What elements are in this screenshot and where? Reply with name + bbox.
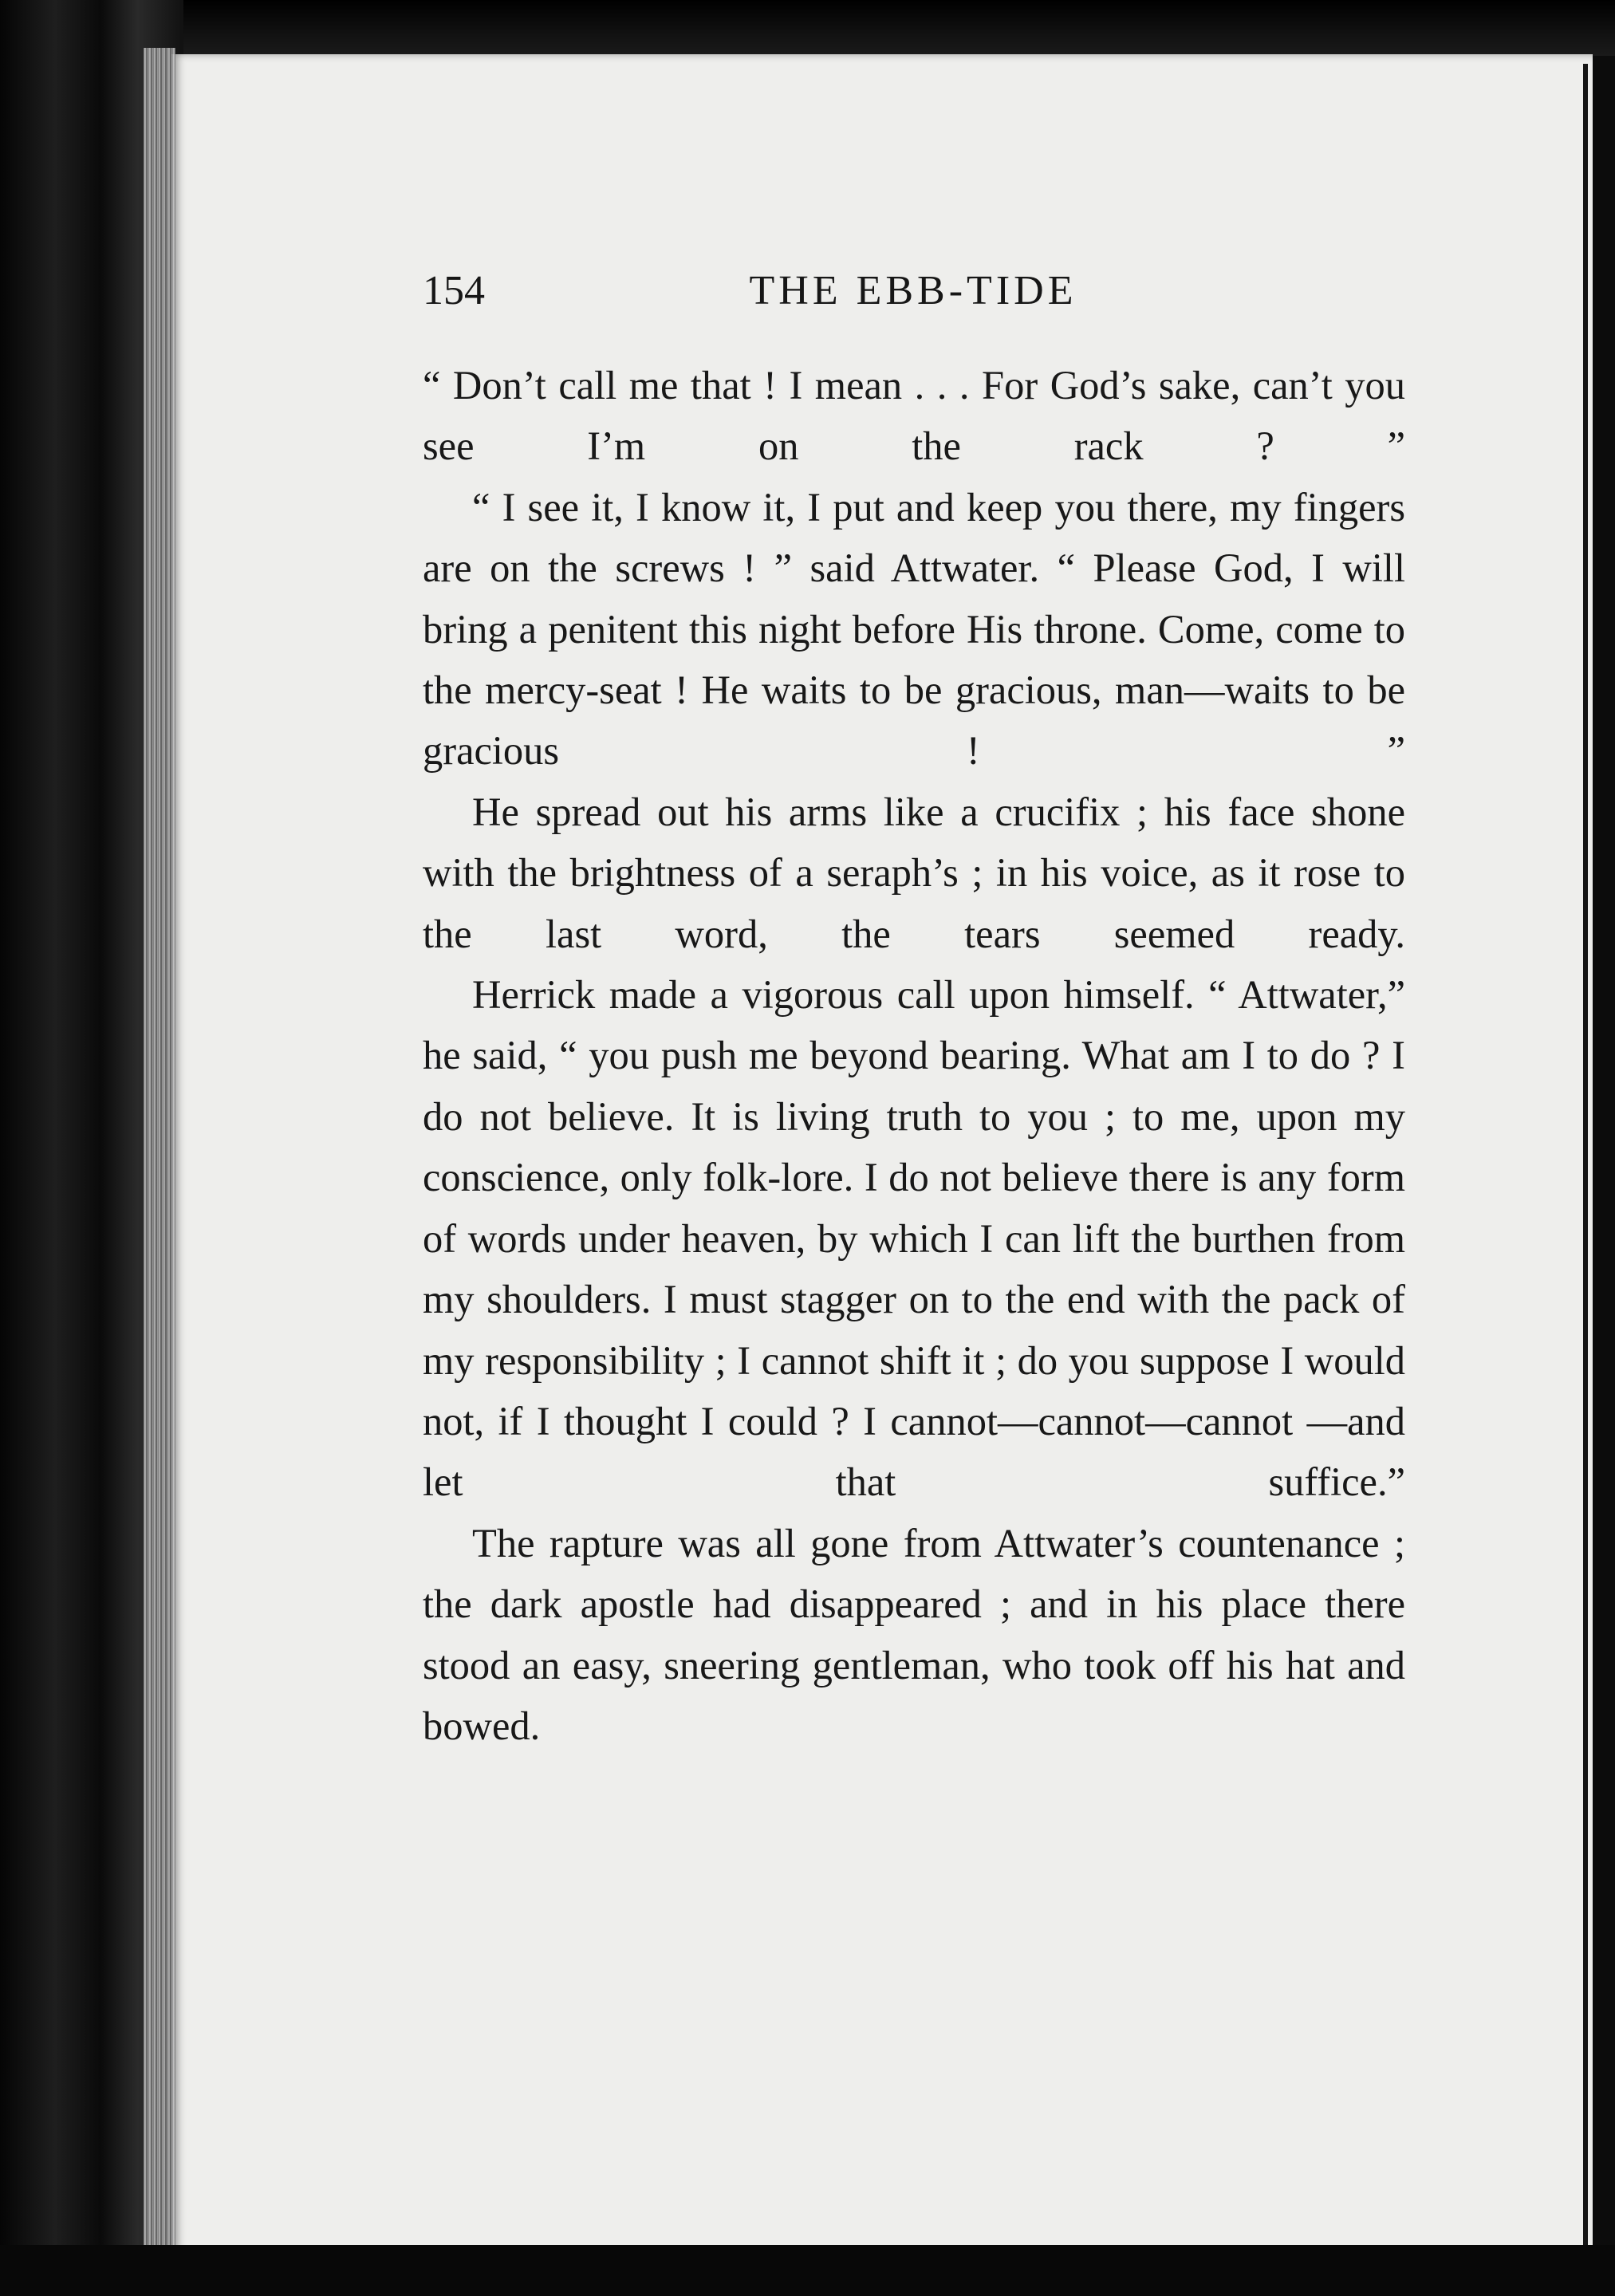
running-title: THE EBB-TIDE [749,268,1077,313]
body-text [423,355,1405,1756]
page-stack-edge [144,48,175,2273]
paragraph-4: Herrick made a vigorous call upon himself. “ Attwater,” he said, “ you push me beyond bearing. What am I to do ? I do not believe. It is living truth to you ; to me, upon my conscience, only folk-lore. I do not believe there is any form of words under heaven, by which I can lift the burthen from my shoulders. I must stagger on to the end with the pack of my responsibility ; I cannot shift it ; do you suppose I would not, if I thought I could ? I cannot—cannot—cannot —and let that suffice.” [423,972,1405,1505]
paragraph-2: “ I see it, I know it, I put and keep you there, my fingers are on the screws ! ” said Attwater. “ Please God, I will bring a penitent this night before His throne. Come, come to the mercy-seat ! He waits to be gracious, man—waits to be gracious ! ” [423,484,1405,774]
paragraph-1: “ Don’t call me that ! I mean . . . For God’s sake, can’t you see I’m on the rack ? ” [423,363,1405,469]
running-header [423,267,1404,331]
scan-bottom-border [0,2245,1615,2296]
paragraph-3: He spread out his arms like a crucifix ; his face shone with the brightness of a seraph’s ; in his voice, as it rose to the last word, the tears seemed ready. [423,789,1405,956]
right-page-border [1583,64,1588,2265]
scan-top-border [0,0,1615,56]
paragraph-5: The rapture was all gone from Attwater’s countenance ; the dark apostle had disappeared ; and in his place there stood an easy, sneering gentleman, who took off his hat and bowed. [423,1520,1405,1748]
page-number: 154 [423,268,485,313]
